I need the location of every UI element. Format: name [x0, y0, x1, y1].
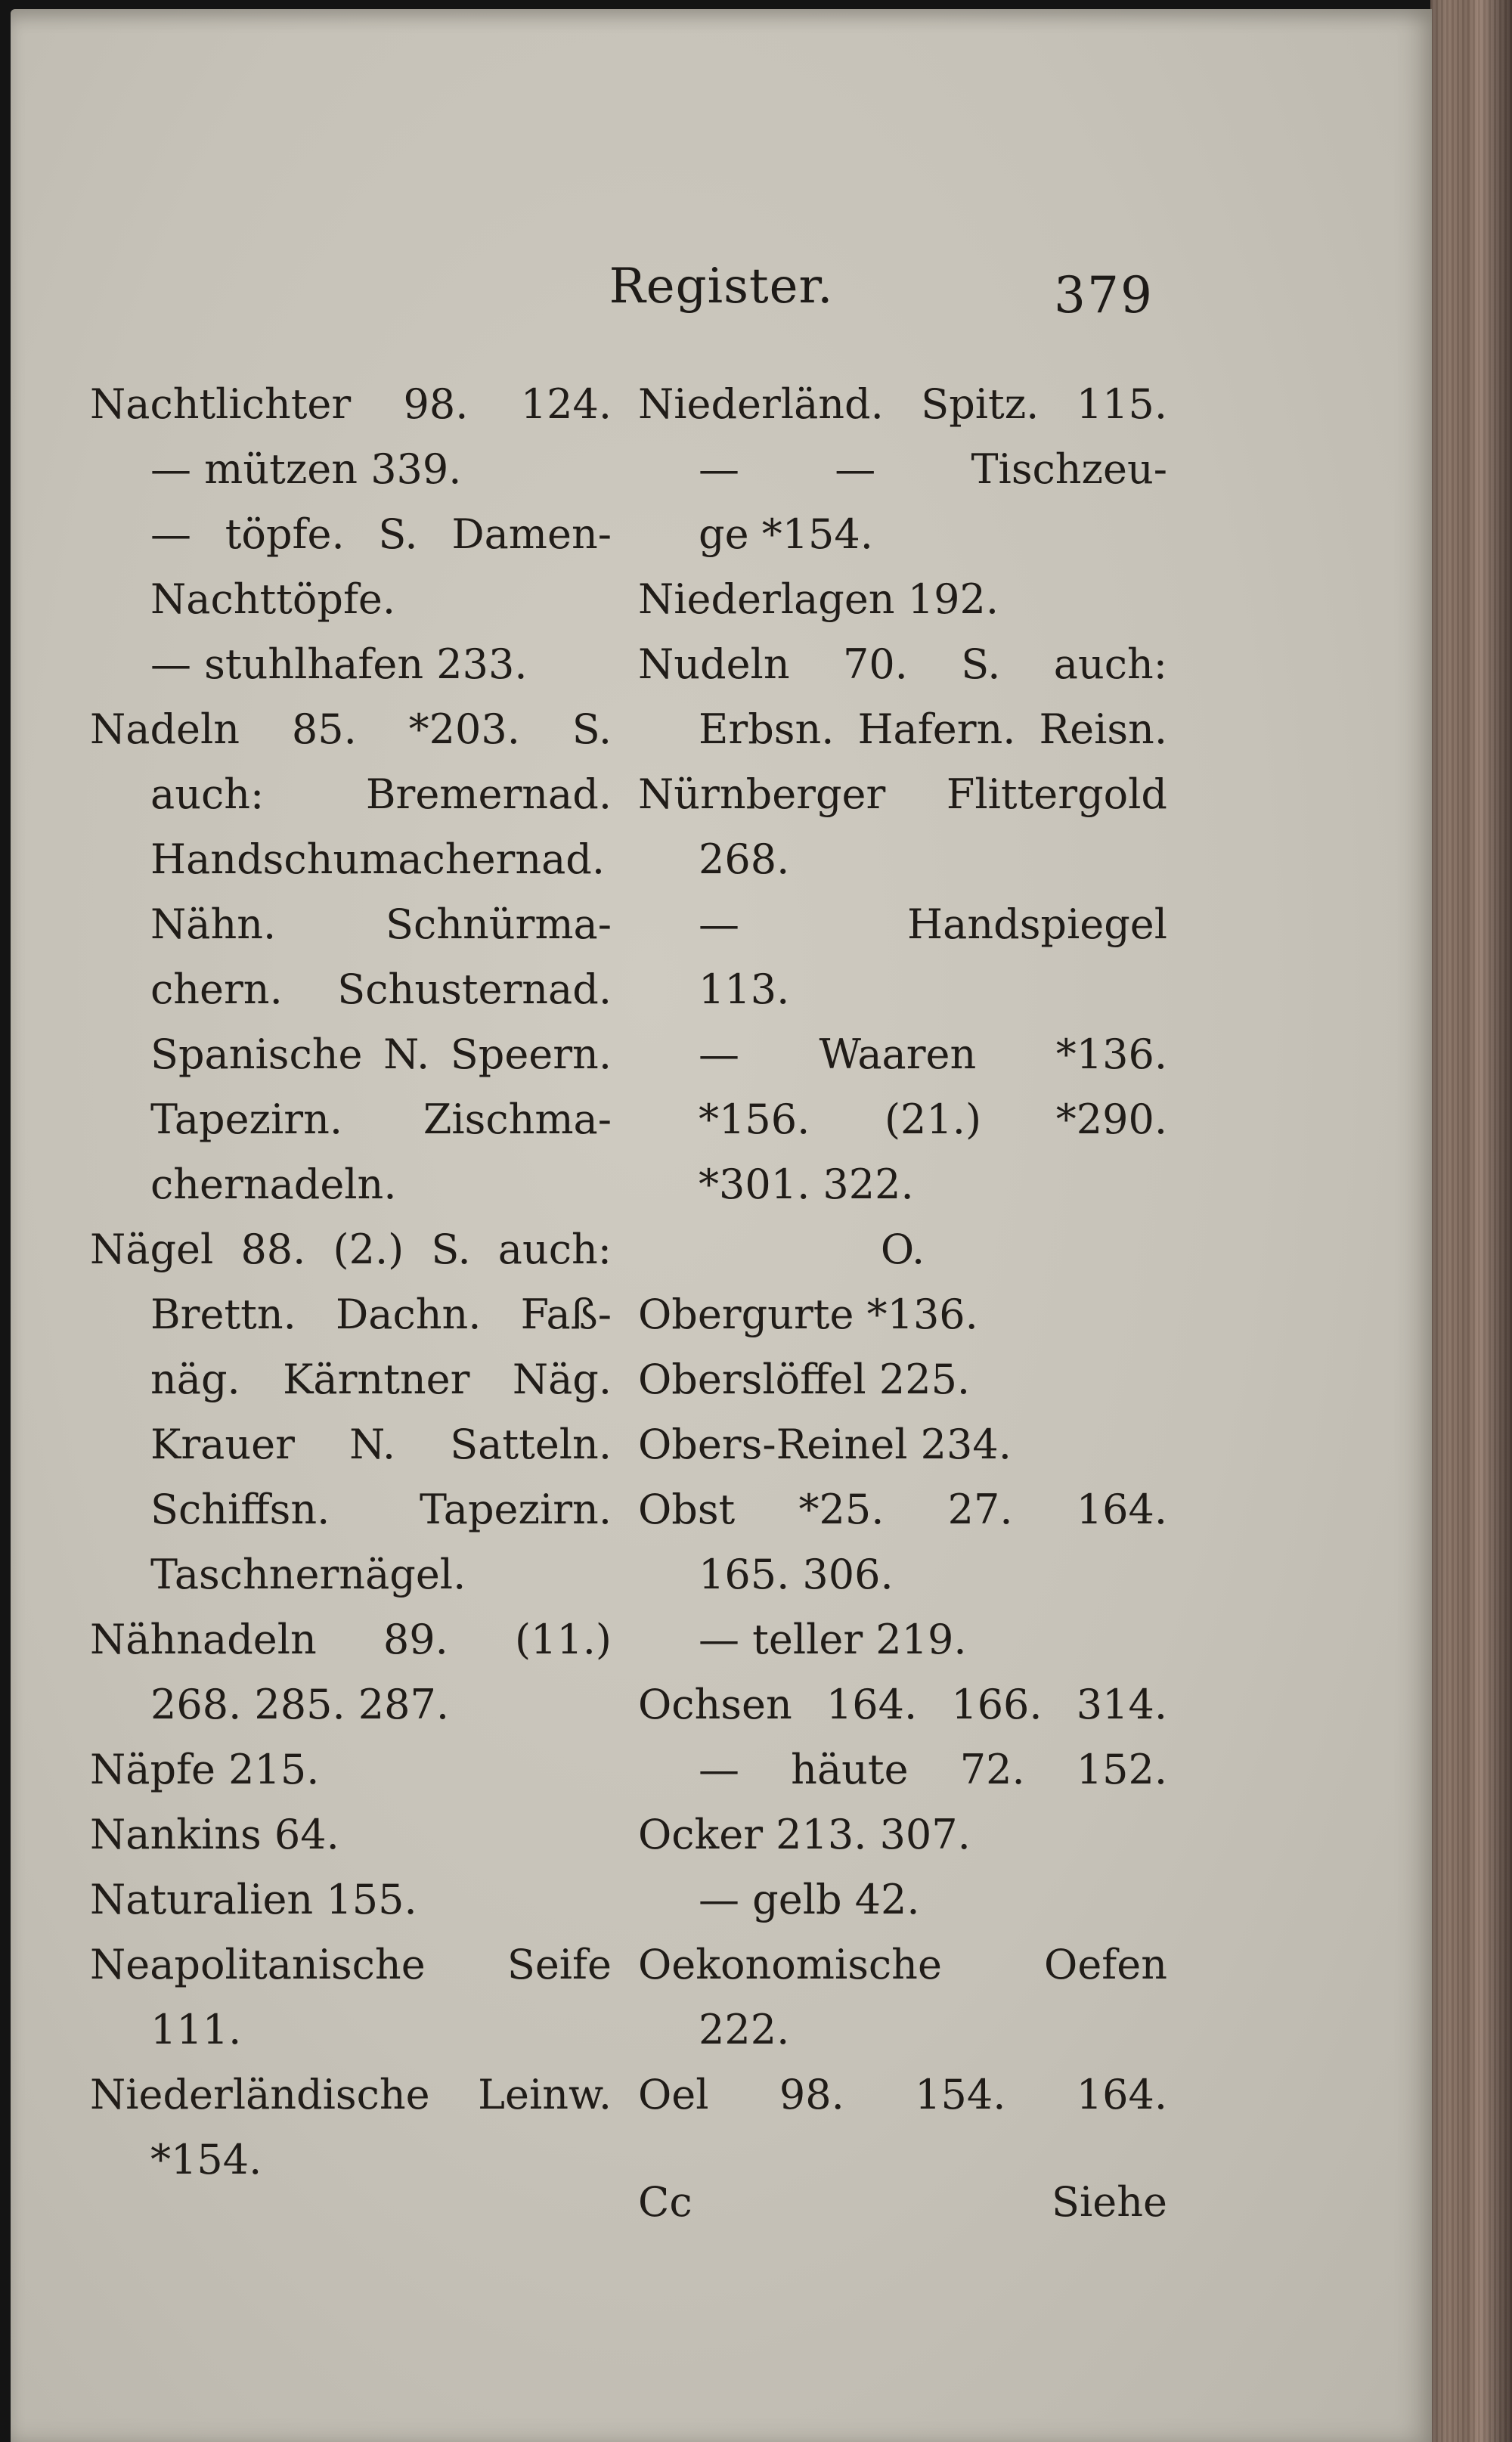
- index-line: chernadeln.: [150, 1161, 397, 1208]
- index-line: Niederländische Leinw.: [90, 2071, 612, 2118]
- index-line: Oberslöffel 225.: [638, 1356, 971, 1403]
- index-line: — mützen 339.: [150, 445, 462, 493]
- index-line: auch: Bremernad.: [150, 770, 612, 818]
- index-line: 268.: [699, 835, 790, 883]
- index-line: Obers-Reinel 234.: [638, 1421, 1012, 1468]
- index-line: — — Tischzeu-: [699, 445, 1167, 493]
- index-line: Krauer N. Satteln.: [150, 1421, 612, 1468]
- right-column: [638, 372, 1167, 2127]
- index-line: Nachttöpfe.: [150, 575, 396, 623]
- index-line: Schiffsn. Tapezirn.: [150, 1486, 612, 1533]
- index-line: ge *154.: [699, 510, 873, 558]
- index-line: Nürnberger Flittergold: [638, 770, 1167, 818]
- index-line: Naturalien 155.: [90, 1876, 417, 1923]
- signature-mark: Cc: [638, 2178, 692, 2226]
- index-line: 165. 306.: [699, 1551, 894, 1598]
- index-line: Oekonomische Oefen: [638, 1941, 1167, 1988]
- page-title: Register.: [609, 259, 834, 315]
- index-line: Oel 98. 154. 164.: [638, 2071, 1167, 2118]
- book-page: [11, 9, 1432, 2442]
- index-line: *154.: [150, 2136, 262, 2183]
- index-line: Nankins 64.: [90, 1811, 339, 1858]
- index-line: O.: [880, 1226, 925, 1273]
- index-line: Nadeln 85. *203. S.: [90, 705, 612, 753]
- index-line: Niederländ. Spitz. 115.: [638, 380, 1167, 428]
- index-line: Erbsn. Hafern. Reisn.: [699, 705, 1167, 753]
- index-line: Ochsen 164. 166. 314.: [638, 1681, 1167, 1728]
- index-line: näg. Kärntner Näg.: [150, 1356, 612, 1403]
- index-line: Spanische N. Speern.: [150, 1030, 612, 1078]
- index-line: 268. 285. 287.: [150, 1681, 450, 1728]
- index-line: *301. 322.: [699, 1161, 914, 1208]
- index-line: Tapezirn. Zischma-: [150, 1095, 612, 1143]
- book-spine: [1430, 0, 1512, 2442]
- page-footer: [638, 2170, 1167, 2235]
- index-line: *156. (21.) *290.: [699, 1095, 1167, 1143]
- index-line: — gelb 42.: [699, 1876, 920, 1923]
- page-number: 379: [1054, 266, 1154, 324]
- index-line: Niederlagen 192.: [638, 575, 999, 623]
- index-line: — stuhlhafen 233.: [150, 640, 528, 688]
- index-line: 111.: [150, 2006, 242, 2053]
- index-line: Taschnernägel.: [150, 1551, 466, 1598]
- index-line: Handschumachernad.: [150, 835, 606, 883]
- index-line: Neapolitanische Seife: [90, 1941, 612, 1988]
- index-line: Obergurte *136.: [638, 1291, 978, 1338]
- index-line: Nudeln 70. S. auch:: [638, 640, 1167, 688]
- index-line: 113.: [699, 965, 790, 1013]
- index-line: — Handspiegel: [699, 900, 1167, 948]
- index-line: — häute 72. 152.: [699, 1746, 1167, 1793]
- index-line: Nachtlichter 98. 124.: [90, 380, 612, 428]
- index-line: Brettn. Dachn. Faß-: [150, 1291, 612, 1338]
- index-line: chern. Schusternad.: [150, 965, 612, 1013]
- index-line: Ocker 213. 307.: [638, 1811, 971, 1858]
- index-line: Näpfe 215.: [90, 1746, 320, 1793]
- catchword: Siehe: [1052, 2178, 1167, 2226]
- index-line: — teller 219.: [699, 1616, 967, 1663]
- index-line: Nähnadeln 89. (11.): [90, 1616, 612, 1663]
- index-line: Obst *25. 27. 164.: [638, 1486, 1167, 1533]
- index-line: Nähn. Schnürma-: [150, 900, 612, 948]
- index-line: — töpfe. S. Damen-: [150, 510, 612, 558]
- index-line: — Waaren *136.: [699, 1030, 1167, 1078]
- index-line: Nägel 88. (2.) S. auch:: [90, 1226, 612, 1273]
- index-line: 222.: [699, 2006, 790, 2053]
- left-column: [90, 372, 612, 2193]
